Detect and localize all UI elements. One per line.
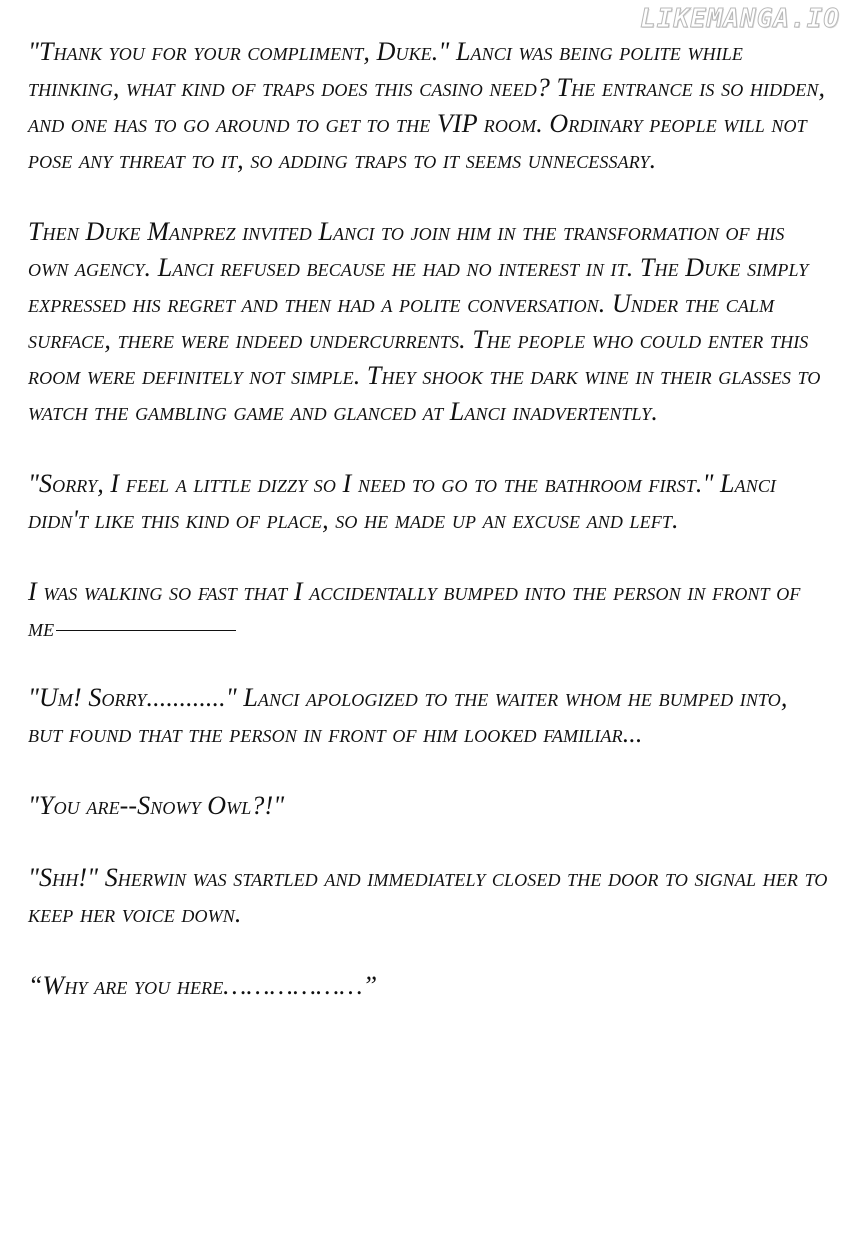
- paragraph-bump-text: I was walking so fast that I accidentally bumped into the person in front of me: [28, 577, 801, 642]
- paragraph-sherwin: "Shh!" Sherwin was startled and immediately closed the door to signal her to keep her voice down.: [28, 863, 828, 928]
- story-text: [28, 34, 828, 1040]
- em-dash-line: [56, 630, 236, 631]
- paragraph-excuse: "Sorry, I feel a little dizzy so I need to go to the bathroom first." Lanci didn't like this kind of place, so he made up an excuse and left.: [28, 469, 777, 534]
- paragraph-compliment: "Thank you for your compliment, Duke." Lanci was being polite while thinking, what kind of traps does this casino need? The entrance is so hidden, and one has to go around to get to the VIP room. Ordinary people will not pose any threat to it, so adding traps to it seems unnecessary.: [28, 37, 826, 174]
- paragraph-duke-invitation: Then Duke Manprez invited Lanci to join him in the transformation of his own agency. Lanci refused because he had no interest in it. The Duke simply expressed his regret and then had a polite conversation. Under the calm surface, there were indeed undercurrents. The people who could enter this room were definitely not simple. They shook the dark wine in their glasses to watch the gambling game and glanced at Lanci inadvertently.: [28, 217, 821, 426]
- paragraph-apology: "Um! Sorry............" Lanci apologized to the waiter whom he bumped into, but found that the person in front of him looked familiar...: [28, 683, 788, 748]
- paragraph-why-here: “Why are you here………………”: [28, 971, 378, 1000]
- site-watermark: LIKEMANGA.IO: [640, 4, 840, 34]
- paragraph-snowy-owl: "You are--Snowy Owl?!": [28, 791, 285, 820]
- paragraph-bump: [28, 574, 828, 646]
